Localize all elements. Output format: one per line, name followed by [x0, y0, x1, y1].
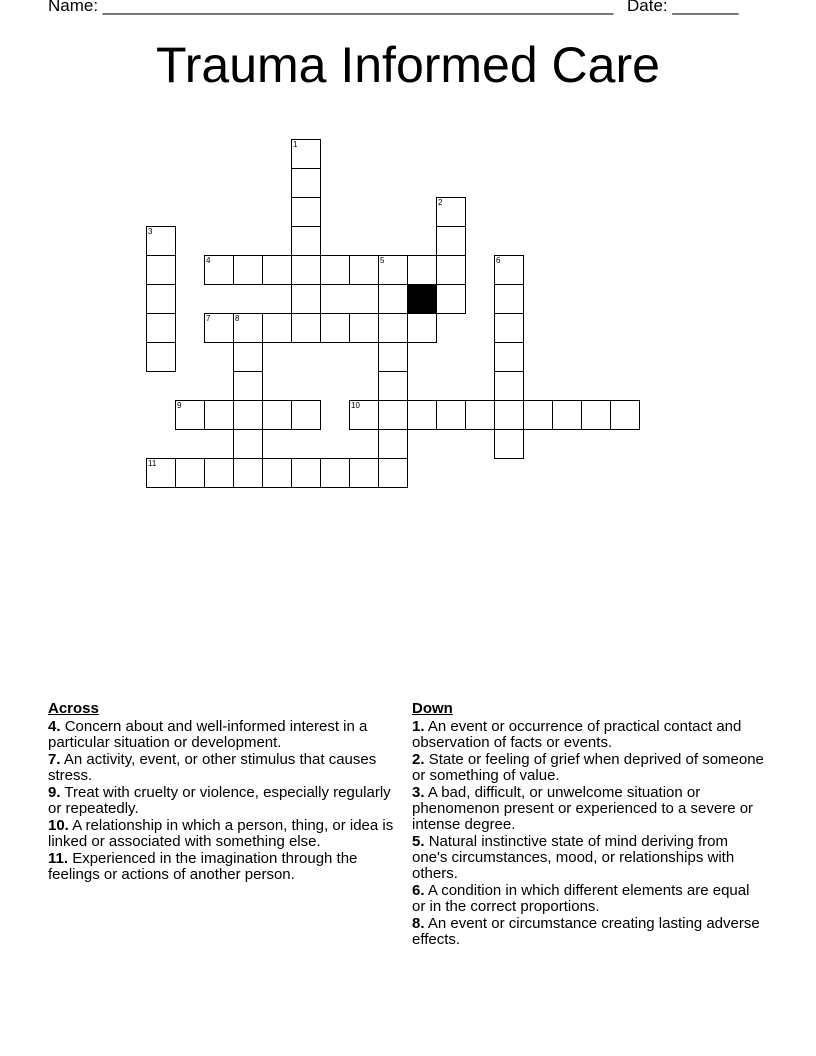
- grid-cell[interactable]: [291, 400, 321, 430]
- grid-cell[interactable]: [494, 255, 524, 285]
- grid-cell[interactable]: [494, 284, 524, 314]
- grid-cell[interactable]: [349, 458, 379, 488]
- grid-cell[interactable]: [349, 255, 379, 285]
- clue-number: 1: [293, 140, 298, 149]
- across-clue: [48, 719, 408, 751]
- grid-cell[interactable]: [291, 226, 321, 256]
- clue-number: 7.: [48, 751, 61, 768]
- grid-cell[interactable]: [378, 255, 408, 285]
- clue-text: Experienced in the imagination through the feelings or actions of another person.: [48, 850, 358, 883]
- clue-number: 11.: [48, 850, 69, 867]
- down-clue: [412, 752, 764, 784]
- grid-cell[interactable]: [291, 139, 321, 169]
- grid-cell[interactable]: [233, 342, 263, 372]
- grid-cell[interactable]: [378, 400, 408, 430]
- clue-number: 6: [496, 256, 501, 265]
- grid-cell[interactable]: [175, 458, 205, 488]
- clue-number: 5: [380, 256, 385, 265]
- grid-cell[interactable]: [494, 400, 524, 430]
- grid-cell[interactable]: [233, 313, 263, 343]
- grid-cell[interactable]: [204, 313, 234, 343]
- grid-cell[interactable]: [262, 313, 292, 343]
- grid-cell[interactable]: [146, 342, 176, 372]
- across-clues: [48, 701, 408, 884]
- grid-cell[interactable]: [146, 313, 176, 343]
- grid-cell[interactable]: [378, 342, 408, 372]
- grid-cell[interactable]: [204, 458, 234, 488]
- grid-cell[interactable]: [320, 255, 350, 285]
- grid-cell[interactable]: [146, 284, 176, 314]
- clue-number: 3: [148, 227, 153, 236]
- grid-cell[interactable]: [291, 284, 321, 314]
- clue-text: A bad, difficult, or unwelcome situation or phenomenon present or experienced to a severe or intense degree.: [412, 784, 754, 833]
- clue-number: 5.: [412, 833, 425, 850]
- clue-number: 4.: [48, 718, 61, 735]
- grid-cell[interactable]: [320, 313, 350, 343]
- across-clue: [48, 785, 408, 817]
- clue-number: 11: [148, 459, 157, 468]
- down-heading: Down: [412, 700, 453, 717]
- grid-cell[interactable]: [436, 400, 466, 430]
- clue-number: 2.: [412, 751, 425, 768]
- clue-number: 9.: [48, 784, 61, 801]
- grid-cell[interactable]: [233, 371, 263, 401]
- grid-cell[interactable]: [378, 371, 408, 401]
- grid-cell[interactable]: [436, 197, 466, 227]
- clue-text: Concern about and well-informed interest in a particular situation or development.: [48, 718, 368, 751]
- grid-cell[interactable]: [494, 313, 524, 343]
- across-heading: Across: [48, 700, 99, 717]
- down-clue: [412, 785, 764, 833]
- grid-cell[interactable]: [465, 400, 495, 430]
- across-clue: [48, 851, 408, 883]
- clue-number: 10: [351, 401, 360, 410]
- clue-text: An event or circumstance creating lasting adverse effects.: [412, 915, 760, 948]
- clue-number: 9: [177, 401, 182, 410]
- grid-cell[interactable]: [523, 400, 553, 430]
- clue-number: 1.: [412, 718, 425, 735]
- grid-cell[interactable]: [175, 400, 205, 430]
- clue-text: An event or occurrence of practical contact and observation of facts or events.: [412, 718, 742, 751]
- clue-text: State or feeling of grief when deprived of someone or something of value.: [412, 751, 764, 784]
- clue-number: 2: [438, 198, 443, 207]
- clue-number: 3.: [412, 784, 425, 801]
- grid-cell[interactable]: [378, 313, 408, 343]
- grid-cell[interactable]: [262, 458, 292, 488]
- grid-cell[interactable]: [233, 255, 263, 285]
- grid-cell[interactable]: [204, 255, 234, 285]
- grid-cell[interactable]: [146, 226, 176, 256]
- grid-cell[interactable]: [494, 371, 524, 401]
- grid-cell[interactable]: [291, 458, 321, 488]
- grid-cell[interactable]: [320, 458, 350, 488]
- down-clue: [412, 916, 764, 948]
- grid-cell[interactable]: [146, 255, 176, 285]
- grid-cell[interactable]: [610, 400, 640, 430]
- grid-cell[interactable]: [581, 400, 611, 430]
- clue-number: 8: [235, 314, 240, 323]
- clue-number: 10.: [48, 817, 69, 834]
- grid-cell[interactable]: [552, 400, 582, 430]
- grid-cell[interactable]: [436, 255, 466, 285]
- clue-text: Treat with cruelty or violence, especially regularly or repeatedly.: [48, 784, 391, 817]
- grid-cell[interactable]: [291, 168, 321, 198]
- grid-cell[interactable]: [146, 458, 176, 488]
- grid-cell[interactable]: [436, 226, 466, 256]
- across-clue: [48, 752, 408, 784]
- clue-number: 6.: [412, 882, 425, 899]
- down-clue: [412, 834, 764, 882]
- grid-cell[interactable]: [233, 458, 263, 488]
- grid-cell[interactable]: [291, 313, 321, 343]
- down-clue: [412, 883, 764, 915]
- date-field[interactable]: Date: _______: [627, 0, 739, 15]
- grid-cell[interactable]: [436, 284, 466, 314]
- grid-cell[interactable]: [494, 342, 524, 372]
- grid-cell[interactable]: [349, 400, 379, 430]
- grid-cell[interactable]: [262, 400, 292, 430]
- grid-cell[interactable]: [291, 255, 321, 285]
- clue-number: 8.: [412, 915, 425, 932]
- clue-number: 7: [206, 314, 211, 323]
- name-field[interactable]: Name: ______________________________________________________: [48, 0, 614, 15]
- down-clues: [412, 701, 764, 949]
- grid-cell[interactable]: [494, 429, 524, 459]
- clue-text: A condition in which different elements are equal or in the correct proportions.: [412, 882, 750, 915]
- grid-cell[interactable]: [407, 255, 437, 285]
- grid-cell[interactable]: [349, 313, 379, 343]
- grid-cell[interactable]: [378, 429, 408, 459]
- grid-block-cell: [407, 284, 437, 314]
- clue-text: An activity, event, or other stimulus that causes stress.: [48, 751, 377, 784]
- grid-cell[interactable]: [204, 400, 234, 430]
- grid-cell[interactable]: [407, 400, 437, 430]
- grid-cell[interactable]: [291, 197, 321, 227]
- clue-number: 4: [206, 256, 211, 265]
- grid-cell[interactable]: [378, 458, 408, 488]
- grid-cell[interactable]: [262, 255, 292, 285]
- grid-cell[interactable]: [233, 400, 263, 430]
- clue-text: Natural instinctive state of mind deriving from one's circumstances, mood, or relationships with others.: [412, 833, 735, 882]
- grid-cell[interactable]: [378, 284, 408, 314]
- clue-text: A relationship in which a person, thing, or idea is linked or associated with something else.: [48, 817, 394, 850]
- down-clue: [412, 719, 764, 751]
- grid-cell[interactable]: [407, 313, 437, 343]
- across-clue: [48, 818, 408, 850]
- page-title: Trauma Informed Care: [156, 37, 660, 93]
- grid-cell[interactable]: [233, 429, 263, 459]
